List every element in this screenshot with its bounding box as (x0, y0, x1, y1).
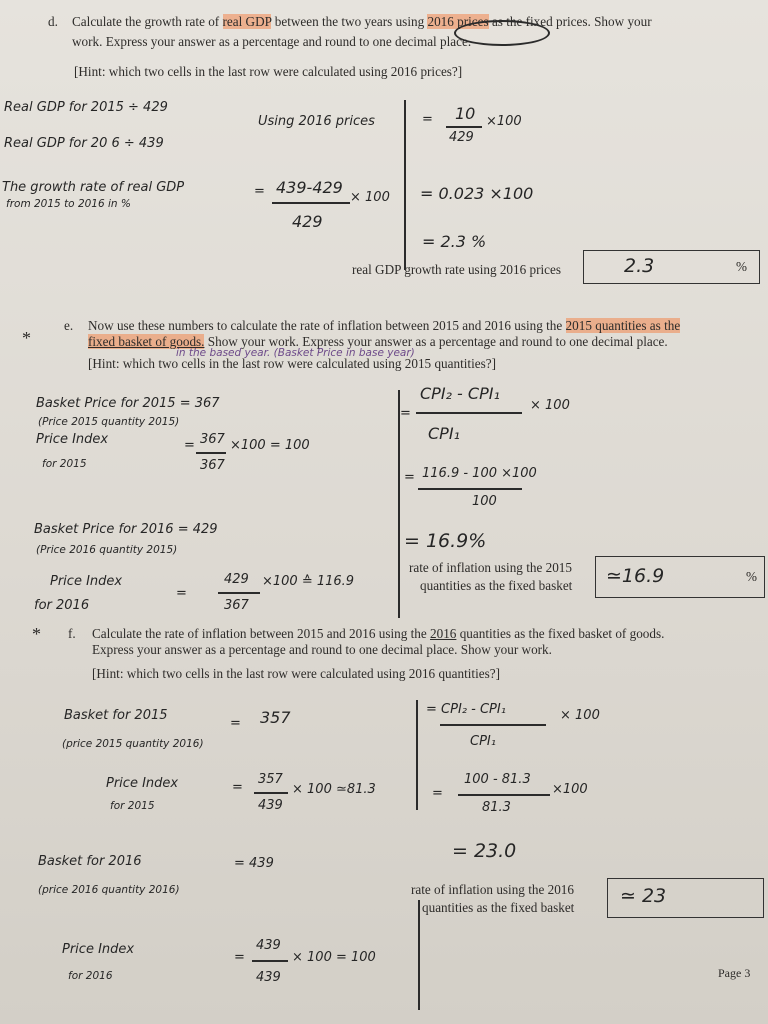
part-e-letter: e. (64, 318, 74, 333)
hw-f-pi2-label: Price Index (62, 942, 135, 957)
hw-f-b2015-val: 357 (260, 708, 291, 727)
part-e-answer-box[interactable] (595, 556, 765, 598)
hw-e-pi-num: 367 (200, 432, 225, 447)
hw-rgdp-2015: Real GDP for 2015 ÷ 429 (4, 100, 168, 115)
hw-e-pi-for: for 2015 (42, 458, 87, 470)
hw-e-calc-eq: = (404, 470, 415, 485)
part-d-question-line2: work. Express your answer as a percentage and round to one decimal place. (72, 34, 472, 49)
hw-f-calc-eq: = (432, 786, 443, 801)
hw-e-pi2-den: 367 (224, 598, 249, 613)
hw-f-calc-den: 81.3 (482, 800, 511, 815)
hw-e-bp2015: Basket Price for 2015 = 367 (36, 396, 220, 411)
hw-d-line2: = 0.023 ×100 (420, 184, 534, 203)
part-e-answer-label-2: quantities as the fixed basket (420, 578, 573, 593)
hw-e-pi-den: 367 (200, 458, 225, 473)
hw-f-pi-times: × 100 ≃81.3 (292, 782, 376, 797)
hw-rgdp-2016: Real GDP for 20 6 ÷ 439 (4, 136, 164, 151)
hw-e-pi2-label: Price Index (50, 574, 123, 589)
hw-e-pi-eq: = (184, 438, 195, 453)
part-e-answer-value: ≃16.9 (606, 565, 665, 587)
part-e-text-b: Show your work. Express your answer as a percentage and round to one decimal place. (204, 334, 668, 349)
hw-e-bp2016: Basket Price for 2016 = 429 (34, 522, 218, 537)
part-f-underline-2016: 2016 (430, 626, 457, 641)
hw-e-cpi-fraction-bar (416, 412, 522, 414)
hw-d-den: 429 (292, 212, 323, 231)
part-e-answer-label-1: rate of inflation using the 2015 (409, 560, 572, 575)
hw-e-pi2-times: ×100 ≙ 116.9 (262, 574, 355, 589)
hw-e-pi2-num: 429 (224, 572, 249, 587)
hw-e-bp2015-sub: (Price 2015 quantity 2015) (38, 416, 180, 428)
hw-e-calc-den: 100 (472, 494, 497, 509)
hw-growth-label-1: The growth rate of real GDP (2, 180, 185, 195)
hw-e-cpi-num: CPI₂ - CPI₁ (420, 384, 500, 403)
part-d-answer-value: 2.3 (624, 255, 655, 277)
hw-f-result: = 23.0 (452, 840, 517, 862)
hw-f-b2016-sub: (price 2016 quantity 2016) (38, 884, 180, 896)
hw-divider-d (404, 100, 406, 270)
hw-e-calc: 116.9 - 100 ×100 (422, 466, 537, 481)
part-e-answer-unit: % (746, 569, 757, 584)
hw-f-pi2-fraction-bar (252, 960, 288, 962)
hw-e-pi2-fraction-bar (218, 592, 260, 594)
hw-f-b2015-eq: = (230, 716, 241, 731)
hw-f-pi-for: for 2015 (110, 800, 155, 812)
part-e-hint: [Hint: which two cells in the last row were calculated using 2015 quantities?] (88, 356, 496, 371)
hw-growth-label-2: from 2015 to 2016 in % (6, 198, 131, 210)
part-d-question-line1 (72, 14, 652, 30)
hw-e-result: = 16.9% (404, 530, 487, 552)
hw-e-calc-fraction-bar (418, 488, 522, 490)
part-e-question-line1 (88, 318, 680, 334)
hw-f-pi2-num: 439 (256, 938, 281, 953)
hw-f-pi-label: Price Index (106, 776, 179, 791)
hw-f-pi-fraction-bar (254, 792, 288, 794)
hw-f-pi2-for: for 2016 (68, 970, 113, 982)
hw-f-b2015: Basket for 2015 (64, 708, 168, 723)
part-d-highlight-real-gdp: real GDP (222, 14, 272, 29)
part-e-star: * (22, 328, 31, 348)
hw-d-times: × 100 (350, 190, 390, 205)
hw-f-calc-times: ×100 (552, 782, 588, 797)
part-f-answer-value: ≃ 23 (620, 885, 667, 907)
hw-f-b2016-eq: = 439 (234, 856, 274, 871)
hw-f-pi-eq: = (232, 780, 243, 795)
hw-f-calc-fraction-bar (458, 794, 550, 796)
hw-e-pi-label: Price Index (36, 432, 109, 447)
part-f-text-a: Calculate the rate of inflation between 2015 and 2016 using the (92, 626, 431, 641)
hw-e-note: in the based year. (Basket Price in base year) (176, 347, 415, 359)
part-f-answer-label-1: rate of inflation using the 2016 (411, 882, 574, 897)
part-d-answer-box[interactable] (583, 250, 760, 284)
part-f-letter: f. (68, 626, 76, 641)
hw-f-cpi-times: × 100 (560, 708, 600, 723)
part-f-question-line2: Express your answer as a percentage and round to one decimal place. Show your work. (92, 642, 552, 657)
hw-f-pi2-eq: = (234, 950, 245, 965)
hw-using-2016-prices: Using 2016 prices (258, 114, 375, 129)
hw-d-right-eq: = (422, 112, 433, 127)
hw-d-right-num: 10 (455, 104, 476, 123)
part-e-highlight-fixed-basket: fixed basket of goods. (88, 334, 205, 349)
part-f-question-line1 (92, 626, 664, 642)
hw-e-cpi-den: CPI₁ (428, 424, 460, 443)
part-d-hint: [Hint: which two cells in the last row were calculated using 2016 prices?] (74, 64, 463, 79)
hw-f-pi2-times: × 100 = 100 (292, 950, 376, 965)
hw-f-pi2-den: 439 (256, 970, 281, 985)
hw-divider-e (398, 390, 400, 618)
part-d-text-d: as the fixed prices. Show your (488, 14, 652, 29)
part-d-text-a: Calculate the growth rate of (72, 14, 223, 29)
hw-f-b2015-sub: (price 2015 quantity 2016) (62, 738, 204, 750)
hw-e-pi2-eq: = (176, 586, 187, 601)
part-d-letter: d. (48, 14, 58, 29)
part-f-answer-box[interactable] (607, 878, 764, 918)
hw-f-cpi-den: CPI₁ (470, 734, 496, 749)
hw-d-right-times: ×100 (486, 114, 522, 129)
hw-e-bp2016-sub: (Price 2016 quantity 2015) (36, 544, 178, 556)
part-e-text-a: Now use these numbers to calculate the rate of inflation between 2015 and 2016 using the (88, 318, 566, 333)
part-d-highlight-2016-prices: 2016 prices (427, 14, 489, 29)
hw-d-num: 439-429 (276, 178, 343, 197)
hw-f-cpi-fraction-bar (440, 724, 546, 726)
hw-f-pi-num: 357 (258, 772, 283, 787)
part-f-hint: [Hint: which two cells in the last row were calculated using 2016 quantities?] (92, 666, 500, 681)
part-e-highlight-2015-quantities: 2015 quantities as the (565, 318, 681, 333)
hw-e-pi-times: ×100 = 100 (230, 438, 310, 453)
hw-e-pi-fraction-bar (196, 452, 226, 454)
hw-e-pi2-for: for 2016 (34, 598, 90, 613)
hw-f-b2016: Basket for 2016 (38, 854, 142, 869)
hw-e-cpi-eq: = (400, 406, 411, 421)
hw-d-fraction-bar (272, 202, 350, 204)
hw-d-right-fraction-bar (446, 126, 482, 128)
hw-f-pi-den: 439 (258, 798, 283, 813)
hw-e-cpi-times: × 100 (530, 398, 570, 413)
part-d-answer-label: real GDP growth rate using 2016 prices (352, 262, 561, 277)
part-d-text-b: between the two years using (271, 14, 428, 29)
part-f-star: * (32, 624, 41, 644)
part-d-answer-unit: % (736, 259, 747, 274)
hw-d-line3: = 2.3 % (422, 232, 487, 251)
hw-f-cpi-num: = CPI₂ - CPI₁ (426, 702, 506, 717)
part-f-text-b: quantities as the fixed basket of goods. (456, 626, 665, 641)
hw-divider-f-lower (418, 900, 420, 1010)
hw-f-calc-num: 100 - 81.3 (464, 772, 531, 787)
page-number: Page 3 (718, 966, 751, 980)
hw-d-right-den: 429 (449, 130, 474, 145)
hw-divider-f-upper (416, 700, 418, 810)
hw-d-eq: = (254, 184, 265, 199)
part-f-answer-label-2: quantities as the fixed basket (422, 900, 575, 915)
